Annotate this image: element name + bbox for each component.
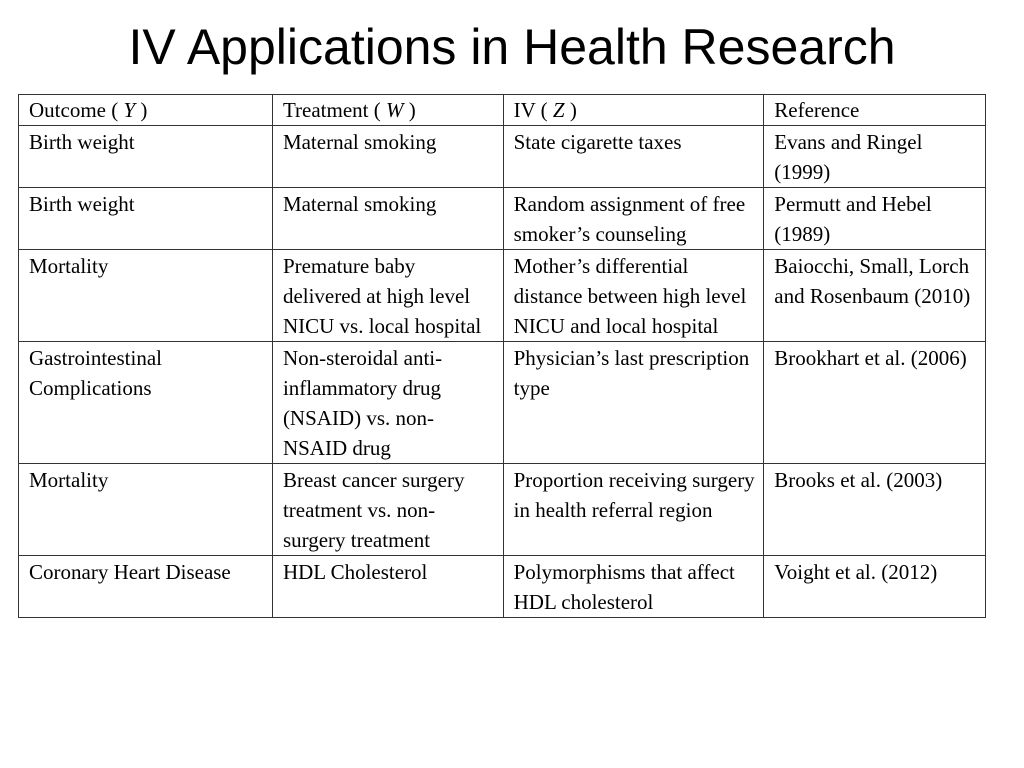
cell-reference: Permutt and Hebel (1989) bbox=[764, 188, 986, 250]
iv-applications-table bbox=[18, 94, 986, 618]
cell-outcome: Mortality bbox=[19, 250, 273, 342]
cell-treatment: Non-steroidal anti-inflammatory drug (NSAID) vs. non-NSAID drug bbox=[272, 342, 503, 464]
table-row bbox=[19, 250, 986, 342]
header-treatment: Treatment ( W ) bbox=[272, 95, 503, 126]
cell-outcome: Mortality bbox=[19, 464, 273, 556]
table-row bbox=[19, 464, 986, 556]
cell-iv: Proportion receiving surgery in health referral region bbox=[503, 464, 764, 556]
cell-outcome: Birth weight bbox=[19, 188, 273, 250]
cell-iv: Polymorphisms that affect HDL cholesterol bbox=[503, 556, 764, 618]
cell-reference: Brookhart et al. (2006) bbox=[764, 342, 986, 464]
cell-outcome: Coronary Heart Disease bbox=[19, 556, 273, 618]
header-iv: IV ( Z ) bbox=[503, 95, 764, 126]
cell-treatment: Maternal smoking bbox=[272, 126, 503, 188]
cell-reference: Brooks et al. (2003) bbox=[764, 464, 986, 556]
table-header-row bbox=[19, 95, 986, 126]
table-row bbox=[19, 188, 986, 250]
cell-iv: State cigarette taxes bbox=[503, 126, 764, 188]
cell-outcome: Gastrointestinal Complications bbox=[19, 342, 273, 464]
cell-treatment: Premature baby delivered at high level NICU vs. local hospital bbox=[272, 250, 503, 342]
cell-iv: Mother’s differential distance between high level NICU and local hospital bbox=[503, 250, 764, 342]
cell-reference: Baiocchi, Small, Lorch and Rosenbaum (2010) bbox=[764, 250, 986, 342]
cell-reference: Voight et al. (2012) bbox=[764, 556, 986, 618]
table-row bbox=[19, 342, 986, 464]
table-row bbox=[19, 556, 986, 618]
cell-reference: Evans and Ringel (1999) bbox=[764, 126, 986, 188]
cell-iv: Physician’s last prescription type bbox=[503, 342, 764, 464]
cell-outcome: Birth weight bbox=[19, 126, 273, 188]
cell-treatment: Breast cancer surgery treatment vs. non-surgery treatment bbox=[272, 464, 503, 556]
cell-treatment: Maternal smoking bbox=[272, 188, 503, 250]
header-reference: Reference bbox=[764, 95, 986, 126]
cell-treatment: HDL Cholesterol bbox=[272, 556, 503, 618]
cell-iv: Random assignment of free smoker’s counseling bbox=[503, 188, 764, 250]
table-row bbox=[19, 126, 986, 188]
header-outcome: Outcome ( Y ) bbox=[19, 95, 273, 126]
slide-title: IV Applications in Health Research bbox=[128, 19, 896, 75]
